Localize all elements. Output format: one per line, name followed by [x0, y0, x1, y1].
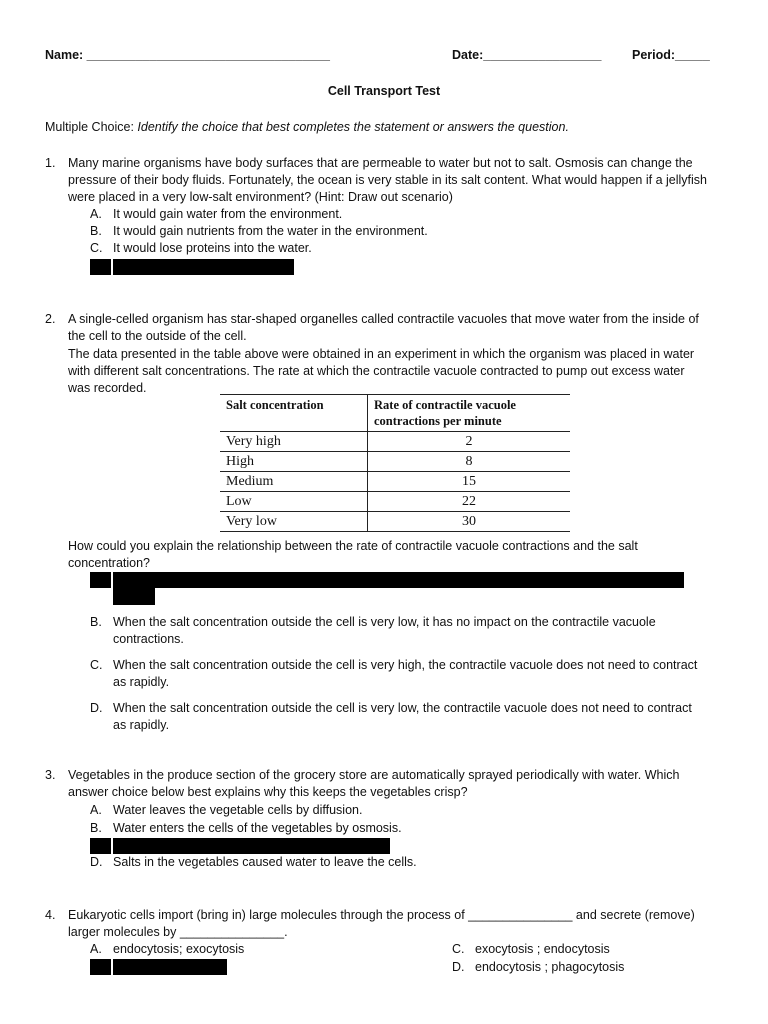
q3-stem-line: Vegetables in the produce section of the grocery store are automatically sprayed periodically with water. Which [68, 768, 680, 782]
table-cell: High [220, 452, 368, 472]
table-header: Salt concentration [220, 395, 368, 432]
q2-question-line: concentration? [68, 556, 151, 570]
instructions-label: Multiple Choice: [45, 120, 134, 134]
q4-choice-d-letter: D. [452, 960, 465, 974]
q1-choice-a-letter: A. [90, 207, 102, 221]
table-cell: Medium [220, 472, 368, 492]
table-cell: Very high [220, 432, 368, 452]
q3-choice-b-letter: B. [90, 821, 102, 835]
table-cell: 8 [368, 452, 571, 472]
q1-choice-b[interactable]: It would gain nutrients from the water in the environment. [113, 224, 428, 238]
q3-choice-d-letter: D. [90, 855, 103, 869]
q2-choice-d[interactable]: When the salt concentration outside the cell is very low, the contractile vacuole does not need to contract [113, 701, 692, 715]
q2-choice-c[interactable]: When the salt concentration outside the cell is very high, the contractile vacuole does not need to contract [113, 658, 698, 672]
q4-stem-line: larger molecules by _______________. [68, 925, 288, 939]
q2-question-line: How could you explain the relationship between the rate of contractile vacuole contractions and the salt [68, 539, 638, 553]
q2-stem-line: A single-celled organism has star-shaped organelles called contractile vacuoles that move water from the inside of [68, 312, 699, 326]
q3-stem-line: answer choice below best explains why this keeps the vegetables crisp? [68, 785, 468, 799]
q4-choice-c-letter: C. [452, 942, 465, 956]
q1-choice-c-letter: C. [90, 241, 103, 255]
q4-choice-c[interactable]: exocytosis ; endocytosis [475, 942, 610, 956]
q1-choice-c[interactable]: It would lose proteins into the water. [113, 241, 312, 255]
q3-number: 3. [45, 768, 56, 782]
q2-number: 2. [45, 312, 56, 326]
redaction-bar [113, 588, 155, 605]
q4-number: 4. [45, 908, 56, 922]
q1-stem-line: Many marine organisms have body surfaces that are permeable to water but not to salt. Osmosis can change the [68, 156, 693, 170]
q3-choice-d[interactable]: Salts in the vegetables caused water to leave the cells. [113, 855, 417, 869]
table-row [220, 492, 570, 512]
table-cell: 30 [368, 512, 571, 532]
table-cell: Very low [220, 512, 368, 532]
instructions [45, 119, 569, 136]
q3-choice-a[interactable]: Water leaves the vegetable cells by diffusion. [113, 803, 363, 817]
q4-stem-line: Eukaryotic cells import (bring in) large molecules through the process of _______________ and secrete (remove) [68, 908, 695, 922]
q1-stem-line: pressure of their body fluids. Fortunately, the ocean is very stable in its salt content. What would happen if a jellyfish [68, 173, 707, 187]
q1-choice-b-letter: B. [90, 224, 102, 238]
q1-stem-line: were placed in a very low-salt environment? (Hint: Draw out scenario) [68, 190, 453, 204]
table-cell: 2 [368, 432, 571, 452]
table-row [220, 452, 570, 472]
salt-concentration-table [220, 394, 570, 532]
q4-choice-d[interactable]: endocytosis ; phagocytosis [475, 960, 625, 974]
table-header: Rate of contractile vacuole contractions per minute [368, 395, 571, 432]
q3-choice-a-letter: A. [90, 803, 102, 817]
q4-choice-a-letter: A. [90, 942, 102, 956]
q3-choice-b[interactable]: Water enters the cells of the vegetables by osmosis. [113, 821, 402, 835]
table-cell: 22 [368, 492, 571, 512]
q1-number: 1. [45, 156, 56, 170]
q2-choice-c-letter: C. [90, 658, 103, 672]
q2-choice-b-letter: B. [90, 615, 102, 629]
q2-choice-d-letter: D. [90, 701, 103, 715]
q2-choice-b[interactable]: When the salt concentration outside the cell is very low, it has no impact on the contractile vacuole [113, 615, 656, 629]
q2-stem-line: the cell to the outside of the cell. [68, 329, 247, 343]
q2-choice-d-cont[interactable]: as rapidly. [113, 718, 170, 732]
table-row [220, 512, 570, 532]
table-cell: 15 [368, 472, 571, 492]
name-field-label: Name: ___________________________________ [45, 48, 330, 62]
table-row [220, 432, 570, 452]
q2-choice-b-cont[interactable]: contractions. [113, 632, 184, 646]
redaction-bar [90, 259, 294, 275]
q2-stem-line: with different salt concentrations. The rate at which the contractile vacuole contracted to pump out excess water [68, 364, 685, 378]
test-title: Cell Transport Test [327, 84, 441, 98]
redaction-bar [90, 959, 227, 975]
period-field-label: Period:_____ [632, 48, 710, 62]
redaction-bar [90, 838, 390, 854]
q2-choice-c-cont[interactable]: as rapidly. [113, 675, 170, 689]
date-field-label: Date:_________________ [452, 48, 602, 62]
table-cell: Low [220, 492, 368, 512]
table-row [220, 472, 570, 492]
redaction-bar [90, 572, 684, 588]
q2-stem-line: was recorded. [68, 381, 147, 395]
instructions-text: Identify the choice that best completes the statement or answers the question. [137, 120, 569, 134]
q4-choice-a[interactable]: endocytosis; exocytosis [113, 942, 245, 956]
q2-stem-line: The data presented in the table above were obtained in an experiment in which the organism was placed in water [68, 347, 695, 361]
q1-choice-a[interactable]: It would gain water from the environment. [113, 207, 343, 221]
